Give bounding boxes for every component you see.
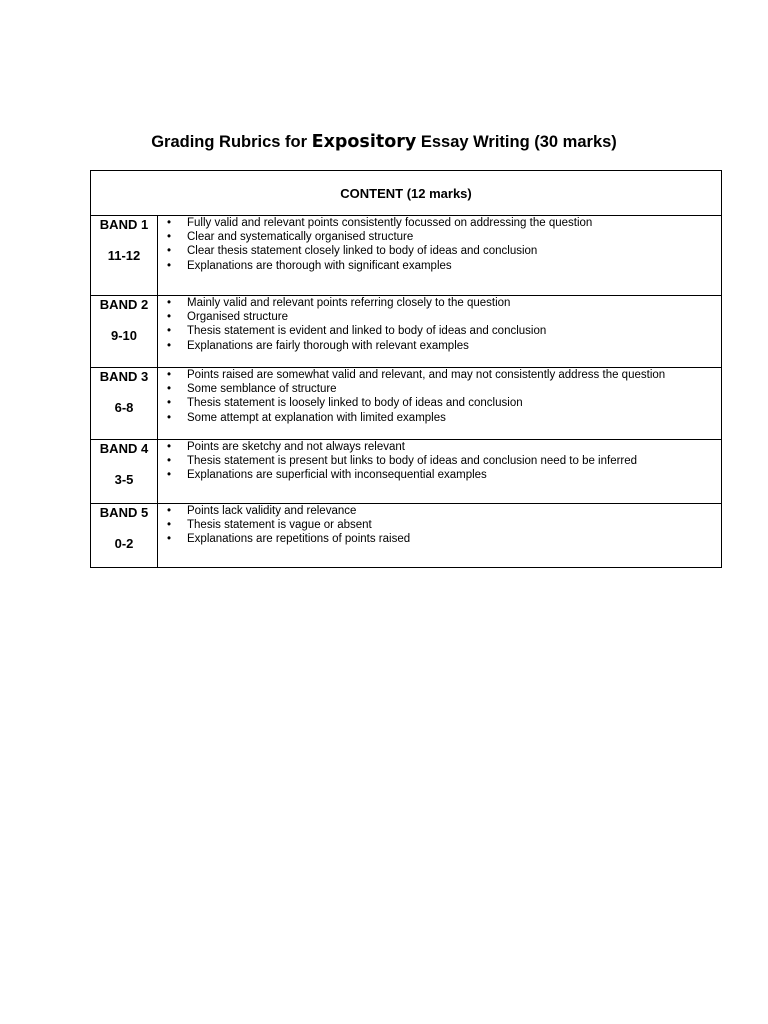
criterion-item: [166, 230, 721, 244]
criterion-text: Explanations are thorough with significant examples: [187, 259, 452, 272]
bullet-icon: •: [167, 455, 172, 468]
criterion-item: [166, 468, 721, 482]
criterion-text: Mainly valid and relevant points referring closely to the question: [187, 297, 511, 309]
bullet-icon: •: [167, 259, 172, 272]
title-emphasis: Expository: [311, 132, 417, 152]
band-label-cell: [91, 216, 158, 296]
criterion-text: Thesis statement is vague or absent: [187, 519, 372, 532]
band-row: [91, 296, 722, 368]
criteria-list: [158, 216, 721, 273]
band-name: BAND 3: [99, 369, 149, 384]
criterion-item: [166, 339, 721, 353]
criteria-list: [158, 296, 721, 353]
band-criteria-cell: [158, 440, 722, 504]
band-label-cell: [91, 440, 158, 504]
bullet-icon: •: [167, 297, 172, 309]
criterion-item: [166, 504, 721, 518]
bullet-icon: •: [167, 383, 172, 396]
band-name: BAND 2: [99, 297, 149, 312]
band-label-cell: [91, 504, 158, 568]
document-title: [0, 132, 768, 152]
criterion-text: Explanations are superficial with inconsequential examples: [187, 469, 487, 482]
bullet-icon: •: [167, 245, 172, 258]
criterion-text: Points are sketchy and not always relevant: [187, 441, 405, 453]
bullet-icon: •: [167, 533, 172, 546]
bullet-icon: •: [167, 325, 172, 338]
band-criteria-cell: [158, 296, 722, 368]
criterion-text: Some attempt at explanation with limited examples: [187, 411, 446, 424]
criterion-item: [166, 454, 721, 468]
criterion-item: [166, 368, 721, 382]
criterion-item: [166, 296, 721, 310]
band-criteria-cell: [158, 368, 722, 440]
title-suffix: Essay Writing (30 marks): [416, 133, 617, 151]
band-row: [91, 368, 722, 440]
criterion-item: [166, 324, 721, 338]
criterion-text: Explanations are fairly thorough with relevant examples: [187, 339, 469, 352]
band-range: 3-5: [114, 472, 134, 487]
criterion-text: Thesis statement is evident and linked to body of ideas and conclusion: [187, 325, 547, 338]
criterion-text: Points lack validity and relevance: [187, 505, 357, 517]
criterion-text: Clear and systematically organised structure: [187, 231, 414, 244]
bullet-icon: •: [167, 311, 172, 324]
criteria-list: [158, 368, 721, 425]
criterion-text: Thesis statement is present but links to body of ideas and conclusion need to be inferred: [187, 455, 638, 468]
criteria-list: [158, 504, 721, 547]
bullet-icon: •: [167, 411, 172, 424]
bullet-icon: •: [167, 231, 172, 244]
bullet-icon: •: [167, 369, 172, 381]
bullet-icon: •: [167, 469, 172, 482]
criterion-text: Points raised are somewhat valid and relevant, and may not consistently address the question: [187, 369, 666, 381]
criterion-text: Some semblance of structure: [187, 383, 337, 396]
criterion-item: [166, 396, 721, 410]
band-row: [91, 504, 722, 568]
band-range: 11-12: [107, 248, 141, 263]
criterion-text: Organised structure: [187, 311, 288, 324]
criterion-text: Thesis statement is loosely linked to body of ideas and conclusion: [187, 397, 523, 410]
criterion-item: [166, 259, 721, 273]
criterion-text: Clear thesis statement closely linked to body of ideas and conclusion: [187, 245, 538, 258]
band-criteria-cell: [158, 216, 722, 296]
band-range: 9-10: [110, 328, 138, 343]
band-range: 6-8: [114, 400, 134, 415]
title-prefix: Grading Rubrics for: [151, 133, 312, 151]
table-header-row: [91, 171, 722, 216]
criterion-item: [166, 532, 721, 546]
bullet-icon: •: [167, 397, 172, 410]
criterion-item: [166, 310, 721, 324]
content-section-header: CONTENT (12 marks): [91, 171, 722, 216]
band-row: [91, 440, 722, 504]
band-name: BAND 4: [99, 441, 149, 456]
bullet-icon: •: [167, 339, 172, 352]
bullet-icon: •: [167, 519, 172, 532]
bullet-icon: •: [167, 217, 172, 229]
band-name: BAND 1: [99, 217, 149, 232]
criterion-item: [166, 518, 721, 532]
criterion-item: [166, 382, 721, 396]
criterion-item: [166, 411, 721, 425]
rubric-table: [90, 170, 722, 568]
criterion-text: Fully valid and relevant points consistently focussed on addressing the question: [187, 217, 593, 229]
band-row: [91, 216, 722, 296]
criterion-item: [166, 440, 721, 454]
criterion-text: Explanations are repetitions of points raised: [187, 533, 411, 546]
bullet-icon: •: [167, 441, 172, 453]
bullet-icon: •: [167, 505, 172, 517]
criterion-item: [166, 216, 721, 230]
band-range: 0-2: [114, 536, 134, 551]
band-name: BAND 5: [99, 505, 149, 520]
band-criteria-cell: [158, 504, 722, 568]
band-label-cell: [91, 296, 158, 368]
band-label-cell: [91, 368, 158, 440]
criterion-item: [166, 244, 721, 258]
criteria-list: [158, 440, 721, 483]
